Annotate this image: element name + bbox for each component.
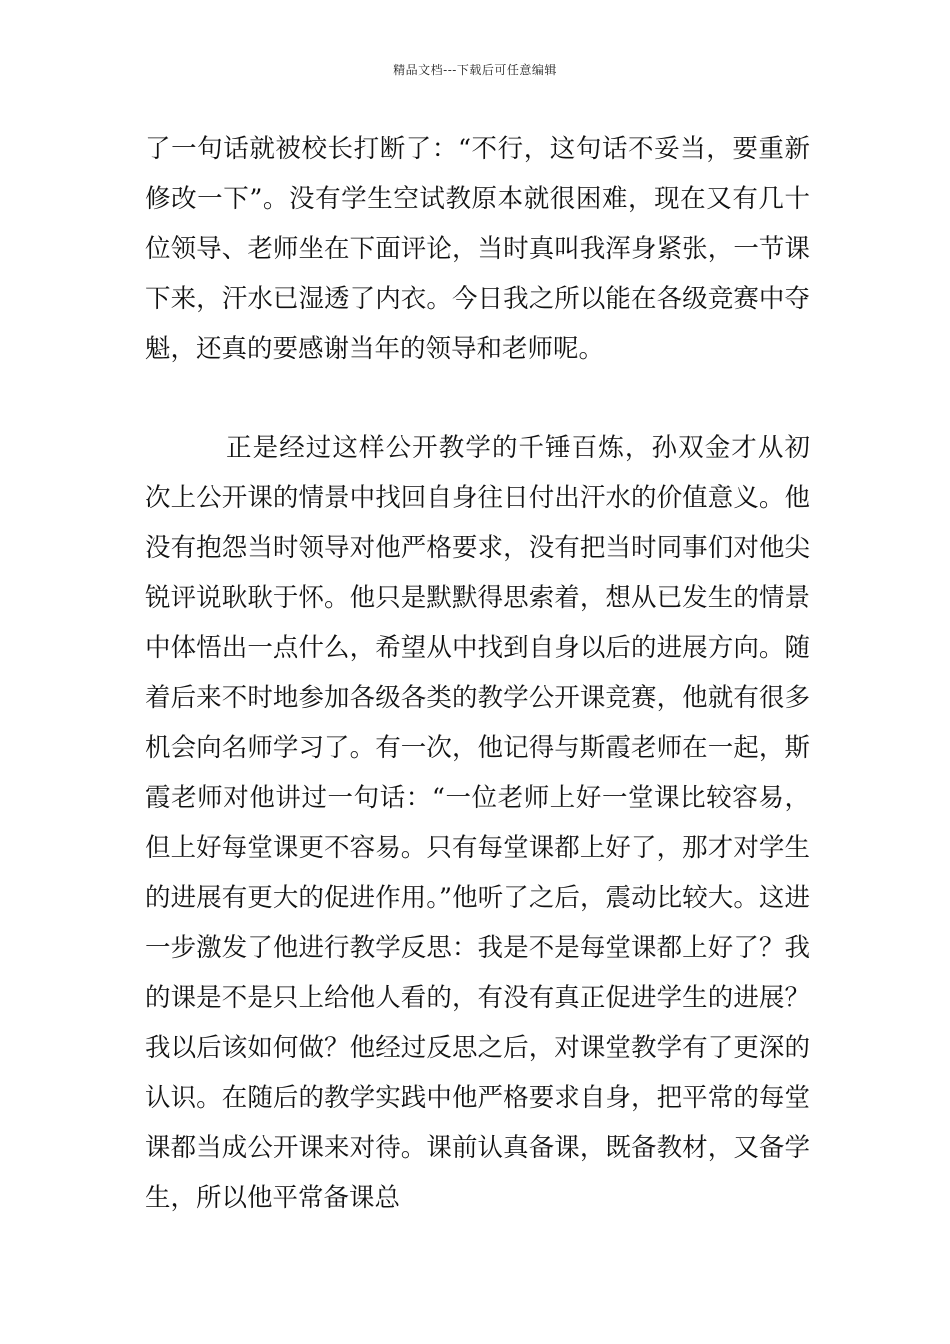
paragraph-continuation: 了一句话就被校长打断了：“不行，这句话不妥当，要重新修改一下”。没有学生空试教原本就很困难，现在又有几十位领导、老师坐在下面评论，当时真叫我浑身紧张，一节课下来，汗水已湿透了内衣。今日我之所以能在各级竞赛中夺魁，还真的要感谢当年的领导和老师呢。 — [145, 134, 810, 364]
paragraph-main: 正是经过这样公开教学的千锤百炼，孙双金才从初次上公开课的情景中找回自身往日付出汗水的价值意义。他没有抱怨当时领导对他严格要求，没有把当时同事们对他尖锐评说耿耿于怀。他只是默默得思索着，想从已发生的情景中体悟出一点什么，希望从中找到自身以后的进展方向。随着后来不时地参加各级各类的教学公开课竞赛，他就有很多机会向名师学习了。有一次，他记得与斯霞老师在一起，斯霞老师对他讲过一句话：“一位老师上好一堂课比较容易，但上好每堂课更不容易。只有每堂课都上好了，那才对学生的进展有更大的促进作用。”他听了之后，震动比较大。这进一步激发了他进行教学反思：我是不是每堂课都上好了？我的课是不是只上给他人看的，有没有真正促进学生的进展？我以后该如何做？他经过反思之后，对课堂教学有了更深的认识。在随后的教学实践中他严格要求自身，把平常的每堂课都当成公开课来对待。课前认真备课，既备教材，又备学生，所以他平常备课总 — [145, 433, 810, 1213]
page-header: 精品文档---下载后可任意编辑 — [393, 63, 557, 77]
